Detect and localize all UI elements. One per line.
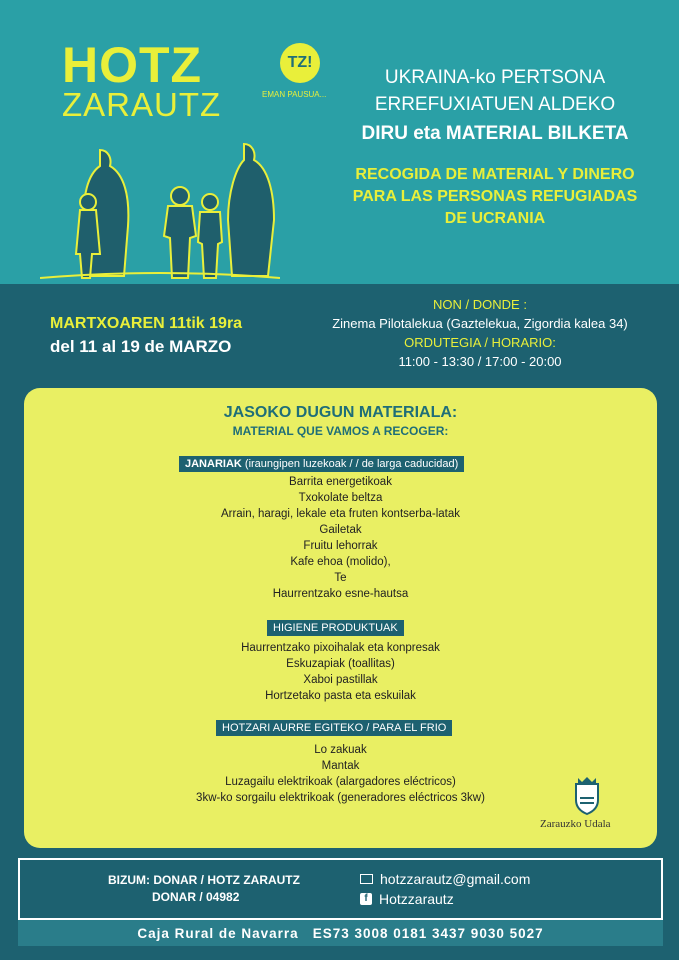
materials-title bbox=[24, 404, 657, 438]
tz-badge-caption: EMAN PAUSUA... bbox=[262, 90, 327, 99]
dates-spanish: del 11 al 19 de MARZO bbox=[50, 337, 232, 356]
food-header-rest: (iraungipen luzekoak / / de larga caducidad) bbox=[241, 458, 459, 470]
list-item: Eskuzapiak (toallitas) bbox=[286, 658, 395, 670]
envelope-icon bbox=[360, 874, 373, 884]
list-item: Barrita energetikoak bbox=[289, 476, 392, 488]
list-item: Fruitu lehorrak bbox=[303, 540, 378, 552]
tz-badge-icon: TZ! bbox=[280, 43, 320, 83]
cold-list bbox=[24, 742, 657, 806]
main-heading bbox=[330, 64, 660, 230]
refugee-family-silhouette-icon bbox=[40, 140, 280, 280]
cold-section-header: HOTZARI AURRE EGITEKO / PARA EL FRIO bbox=[216, 720, 452, 736]
hygiene-list bbox=[24, 640, 657, 704]
materials-panel bbox=[24, 388, 657, 848]
bizum-line-1: BIZUM: DONAR / HOTZ ZARAUTZ bbox=[108, 873, 300, 887]
food-section-header bbox=[179, 456, 464, 472]
facebook-text: Hotzzarautz bbox=[379, 891, 454, 907]
logo-zarautz: ZARAUTZ bbox=[62, 86, 222, 123]
municipality-name: Zarauzko Udala bbox=[540, 818, 611, 830]
hours-label: ORDUTEGIA / HORARIO: bbox=[404, 335, 556, 350]
location-label: NON / DONDE : bbox=[433, 297, 527, 312]
list-item: Mantak bbox=[321, 760, 360, 772]
list-item: Xaboi pastillak bbox=[303, 674, 378, 686]
bizum-info bbox=[108, 872, 300, 906]
list-item: Lo zakuak bbox=[314, 744, 367, 756]
materials-title-basque: JASOKO DUGUN MATERIALA: bbox=[223, 404, 458, 421]
zarautz-crest-icon bbox=[570, 776, 604, 816]
hotz-zarautz-logo bbox=[62, 37, 222, 123]
facebook-icon: f bbox=[360, 893, 372, 905]
bank-name: Caja Rural de Navarra bbox=[137, 925, 299, 941]
list-item: Haurrentzako esne-hautsa bbox=[272, 588, 409, 600]
facebook-link[interactable] bbox=[360, 889, 530, 909]
food-list bbox=[24, 474, 657, 602]
list-item: 3kw-ko sorgailu elektrikoak (generadores eléctricos 3kw) bbox=[196, 792, 485, 804]
heading-es-line-3: DE UCRANIA bbox=[444, 210, 546, 227]
bank-account bbox=[18, 920, 663, 946]
list-item: Luzagailu elektrikoak (alargadores eléctricos) bbox=[225, 776, 456, 788]
event-dates bbox=[50, 312, 242, 358]
event-location bbox=[305, 295, 655, 371]
heading-spanish bbox=[330, 164, 660, 230]
list-item: Gailetak bbox=[319, 524, 362, 536]
list-item: Kafe ehoa (molido), bbox=[290, 556, 391, 568]
bizum-line-2: DONAR / 04982 bbox=[152, 890, 240, 904]
dates-basque: MARTXOAREN 11tik 19ra bbox=[50, 315, 243, 332]
contact-links bbox=[360, 869, 530, 909]
email-text: hotzzarautz@gmail.com bbox=[380, 871, 531, 887]
email-link[interactable] bbox=[360, 869, 530, 889]
list-item: Hortzetako pasta eta eskuilak bbox=[265, 690, 416, 702]
heading-line-1: UKRAINA-ko PERTSONA bbox=[384, 67, 606, 88]
hours-value: 11:00 - 13:30 / 17:00 - 20:00 bbox=[398, 354, 562, 369]
list-item: Haurrentzako pixoihalak eta konpresak bbox=[241, 642, 440, 654]
bank-iban: ES73 3008 0181 3437 9030 5027 bbox=[312, 925, 544, 941]
list-item: Te bbox=[334, 572, 347, 584]
logo-hotz: HOTZ bbox=[62, 37, 203, 93]
heading-es-line-1: RECOGIDA DE MATERIAL Y DINERO bbox=[355, 166, 635, 183]
hygiene-section-header: HIGIENE PRODUKTUAK bbox=[267, 620, 404, 636]
location-value: Zinema Pilotalekua (Gaztelekua, Zigordia kalea 34) bbox=[332, 316, 628, 331]
contact-box bbox=[18, 858, 663, 920]
list-item: Arrain, haragi, lekale eta fruten kontserba-latak bbox=[220, 508, 461, 520]
list-item: Txokolate beltza bbox=[298, 492, 383, 504]
materials-title-spanish: MATERIAL QUE VAMOS A RECOGER: bbox=[232, 424, 449, 438]
heading-line-2: ERREFUXIATUEN ALDEKO bbox=[374, 94, 616, 115]
heading-es-line-2: PARA LAS PERSONAS REFUGIADAS bbox=[352, 188, 638, 205]
heading-line-3: DIRU eta MATERIAL BILKETA bbox=[361, 123, 629, 144]
food-header-bold: JANARIAK bbox=[185, 458, 242, 470]
